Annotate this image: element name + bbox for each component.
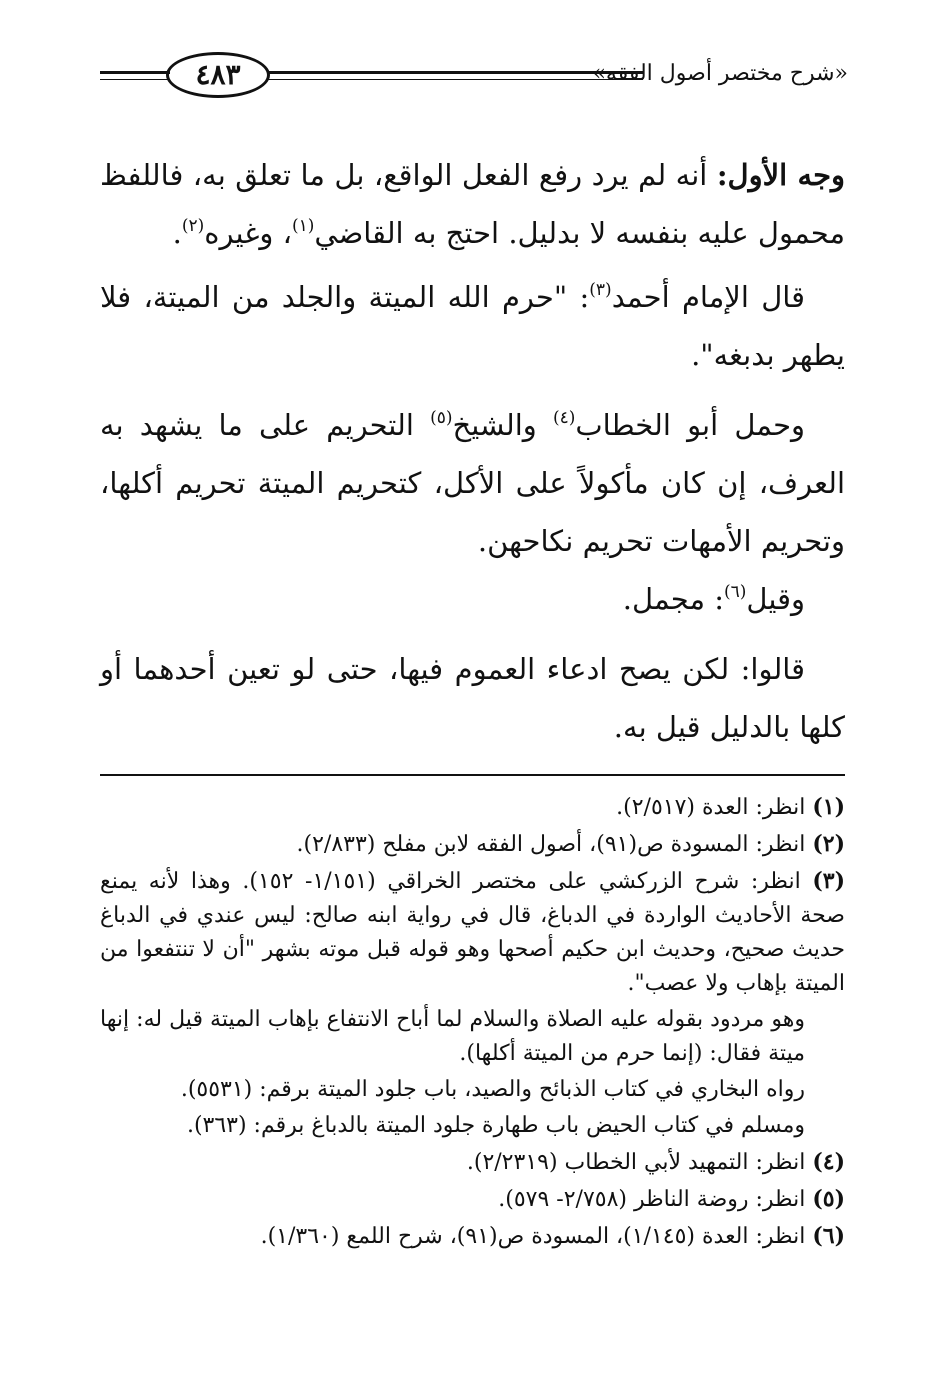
paragraph-1-text-a: أنه لم يرد رفع الفعل الواقع، بل ما تعلق به، فاللفظ محمول عليه بنفسه لا بدليل. احتج به القاضي (100, 158, 845, 250)
footnote-ref-5: (٥) (430, 408, 453, 428)
footnote-1 (100, 790, 845, 825)
footnote-text: انظر: المسودة ص(٩١)، أصول الفقه لابن مفلح (٢/٨٣٣). (296, 832, 813, 857)
footnote-text: انظر: شرح الزركشي على مختصر الخراقي (١/١٥١- ١٥٢). وهذا لأنه يمنع صحة الأحاديث الواردة في الدباغ، قال في رواية ابنه صالح: ليس عندي في الدباغ حديث صحيح، وحديث ابن حكيم أصحها وهو قوله قبل موته بشهر "أن لا تنتفعوا من الميتة بإهاب ولا عصب". (100, 869, 845, 996)
footnote-ref-4: (٤) (552, 408, 576, 428)
footnote-text: رواه البخاري في كتاب الذبائح والصيد، باب جلود الميتة برقم: (٥٥٣١). (180, 1077, 805, 1102)
paragraph-4-text-b: : مجمل. (622, 582, 724, 616)
footnote-5 (100, 1182, 845, 1217)
footnote-number: (٥) (812, 1186, 845, 1212)
footnote-ref-6: (٦) (723, 582, 747, 602)
footnote-ref-2: (٢) (181, 216, 205, 236)
footnote-number: (٢) (812, 831, 845, 857)
header-rule-thick-right (268, 71, 643, 74)
paragraph-1-text-c: . (172, 216, 182, 250)
paragraph-3 (100, 396, 845, 570)
footnote-text: انظر: العدة (٢/٥١٧). (616, 795, 813, 820)
paragraph-5: قالوا: لكن يصح ادعاء العموم فيها، حتى لو تعين أحدهما أو كلها بالدليل قيل به. (100, 652, 845, 744)
paragraph-2-text-a: قال الإمام أحمد (611, 280, 805, 314)
footnote-divider (100, 774, 845, 776)
footnote-number: (٦) (812, 1223, 845, 1249)
page-header (100, 52, 848, 102)
header-rule-thin-right (268, 79, 643, 80)
footnote-text: انظر: التمهيد لأبي الخطاب (٢/٢٣١٩). (466, 1150, 813, 1175)
paragraph-4 (100, 570, 845, 628)
footnote-3-continuation-a (100, 1003, 845, 1071)
paragraph-1-lead: وجه الأول: (716, 158, 846, 192)
paragraph-3-text-c: التحريم على ما يشهد به العرف، إن كان مأكولاً على الأكل، كتحريم الميتة تحريم أكلها، وتحريم الأمهات تحريم نكاحهن. (100, 408, 845, 558)
paragraph-3-text-b: والشيخ (452, 408, 553, 442)
footnote-3-continuation-b (100, 1073, 845, 1107)
footnote-3 (100, 864, 845, 1001)
paragraph-1-text-b: ، وغيره (204, 216, 292, 250)
footnote-2 (100, 827, 845, 862)
footnote-number: (٤) (812, 1149, 845, 1175)
page-number: ٤٨٣ (166, 52, 270, 98)
footnote-text: انظر: العدة (١/١٤٥)، المسودة ص(٩١)، شرح اللمع (١/٣٦٠). (260, 1224, 813, 1249)
paragraph-2 (100, 268, 845, 384)
footnote-text: انظر: روضة الناظر (٢/٧٥٨- ٥٧٩). (498, 1187, 813, 1212)
paragraph-2-text-b: : "حرم الله الميتة والجلد من الميتة، فلا يطهر بدبغه". (100, 280, 845, 372)
footnote-ref-1: (١) (291, 216, 315, 236)
paragraph-4-text-a: وقيل (746, 582, 805, 616)
footnote-text: وهو مردود بقوله عليه الصلاة والسلام لما أباح الانتفاع بإهاب الميتة قيل له: إنها ميتة فقال: (إنما حرم من الميتة أكلها). (100, 1007, 805, 1066)
footnote-4 (100, 1145, 845, 1180)
header-rule-thick-left (100, 71, 170, 74)
paragraph-1 (100, 146, 845, 262)
footnotes (100, 790, 845, 1256)
footnote-number: (٣) (812, 868, 845, 894)
footnote-number: (١) (812, 794, 845, 820)
paragraph-3-text-a: وحمل أبو الخطاب (575, 408, 805, 442)
footnote-ref-3: (٣) (589, 280, 612, 300)
footnote-6 (100, 1219, 845, 1254)
header-rule-thin-left (100, 79, 170, 80)
footnote-3-continuation-c (100, 1109, 845, 1143)
footnote-text: ومسلم في كتاب الحيض باب طهارة جلود الميتة بالدباغ برقم: (٣٦٣). (186, 1113, 805, 1138)
running-title: «شرح مختصر أصول الفقه» (592, 61, 848, 86)
